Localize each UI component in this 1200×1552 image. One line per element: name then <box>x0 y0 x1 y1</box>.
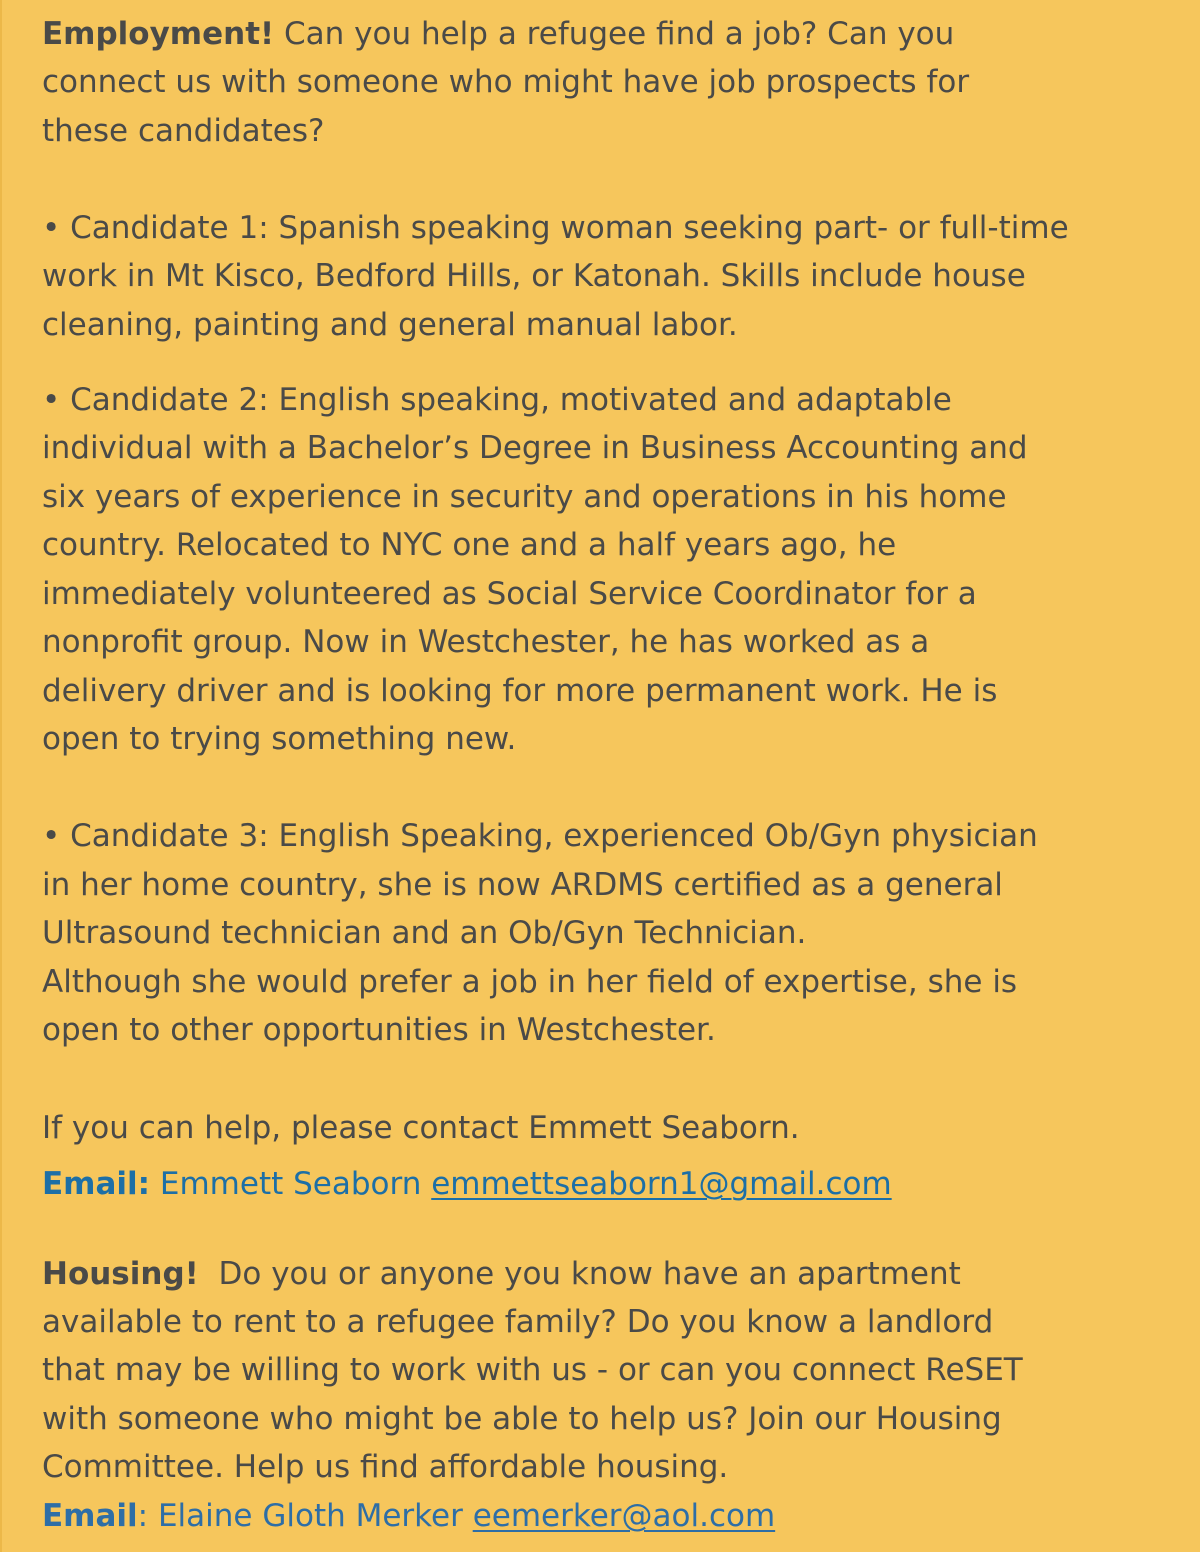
candidate-2-line-6: nonprofit group. Now in Westchester, he has worked as a <box>42 624 930 660</box>
candidate-3-line-3: Ultrasound technician and an Ob/Gyn Technician. <box>42 915 807 951</box>
candidate-2-line-8: open to trying something new. <box>42 721 517 757</box>
housing-line-3: that may be willing to work with us - or can you connect ReSET <box>42 1352 1023 1388</box>
candidate-1-line-1: • Candidate 1: Spanish speaking woman seeking part- or full-time <box>42 210 1069 246</box>
candidate-2-line-4: country. Relocated to NYC one and a half years ago, he <box>42 527 897 563</box>
candidate-2-line-2: individual with a Bachelor’s Degree in Business Accounting and <box>42 430 1028 466</box>
employment-contact-line: If you can help, please contact Emmett Seaborn. <box>42 1110 800 1146</box>
candidate-2-line-5: immediately volunteered as Social Service Coordinator for a <box>42 576 977 612</box>
housing-heading: Housing! <box>42 1256 199 1292</box>
employment-email-label: Email: <box>42 1166 151 1202</box>
candidate-2-line-1: • Candidate 2: English speaking, motivated and adaptable <box>42 382 952 418</box>
employment-intro-line-1 <box>42 10 954 58</box>
candidate-3-line-5: open to other opportunities in Westchester. <box>42 1012 716 1048</box>
employment-email-line <box>42 1160 892 1208</box>
employment-email-link[interactable]: emmettseaborn1@gmail.com <box>431 1166 892 1202</box>
housing-line-4: with someone who might be able to help us? Join our Housing <box>42 1401 1002 1437</box>
housing-text-1: Do you or anyone you know have an apartment <box>198 1256 961 1292</box>
candidate-3-line-1: • Candidate 3: English Speaking, experienced Ob/Gyn physician <box>42 818 1038 854</box>
employment-heading: Employment! <box>42 16 275 52</box>
housing-line-1 <box>42 1250 961 1298</box>
employment-intro-line-3: these candidates? <box>42 113 325 149</box>
employment-intro-line-2: connect us with someone who might have job prospects for <box>42 64 970 100</box>
candidate-2-line-3: six years of experience in security and operations in his home <box>42 479 1007 515</box>
housing-line-2: available to rent to a refugee family? Do you know a landlord <box>42 1304 994 1340</box>
housing-email-link[interactable]: eemerker@aol.com <box>472 1498 776 1534</box>
candidate-1-line-3: cleaning, painting and general manual labor. <box>42 307 738 343</box>
housing-email-name: : Elaine Gloth Merker <box>137 1498 473 1534</box>
employment-email-name: Emmett Seaborn <box>150 1166 432 1202</box>
candidate-2-line-7: delivery driver and is looking for more permanent work. He is <box>42 673 998 709</box>
candidate-1-line-2: work in Mt Kisco, Bedford Hills, or Katonah. Skills include house <box>42 258 1026 294</box>
candidate-3-line-4: Although she would prefer a job in her field of expertise, she is <box>42 964 1018 1000</box>
employment-intro-text: Can you help a refugee find a job? Can you <box>274 16 955 52</box>
housing-email-line <box>42 1492 775 1540</box>
housing-email-label: Email <box>42 1498 138 1534</box>
housing-line-5: Committee. Help us find affordable housing. <box>42 1449 729 1485</box>
candidate-3-line-2: in her home country, she is now ARDMS certified as a general <box>42 867 1003 903</box>
